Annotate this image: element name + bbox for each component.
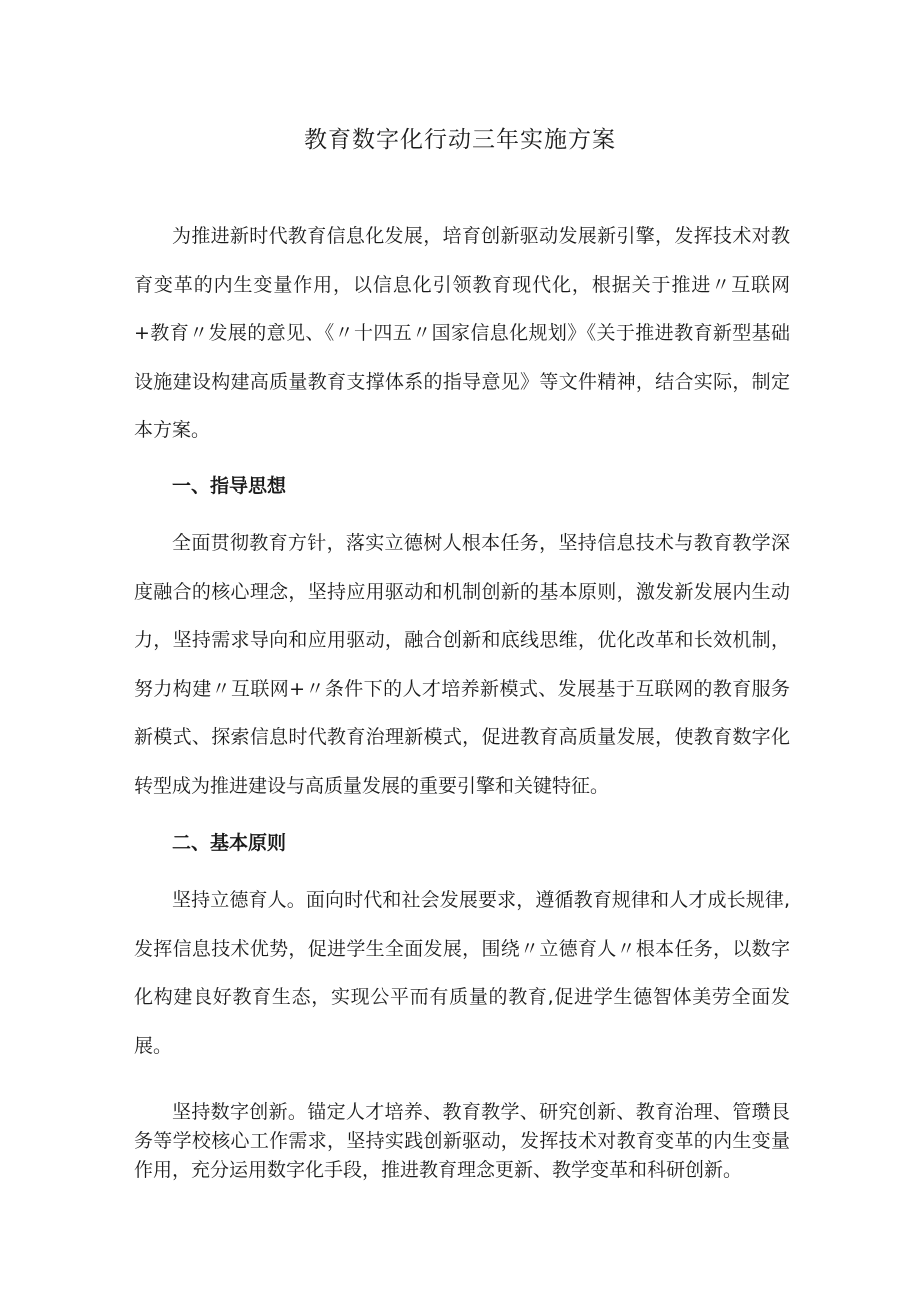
guiding-ideology-paragraph: 全面贯彻教育方针，落实立德树人根本任务，坚持信息技术与教育教学深度融合的核心理念，坚持应用驱动和机制创新的基本原则，激发新发展内生动力，坚持需求导向和应用驱动，融合创新和底线思维，优化改革和长效机制，努力构建〃互联网+〃条件下的人才培养新模式、发展基于互联网的教育服务新模式、探索信息时代教育治理新模式，促进教育高质量发展，使教育数字化转型成为推进建设与高质量发展的重要引擎和关键特征。 <box>134 532 790 797</box>
section-heading-guiding-ideology: 一、指导思想 <box>172 475 287 497</box>
principle-digital-innovation-paragraph: 坚持数字创新。锚定人才培养、教育教学、研究创新、教育治理、管瓒艮务等学校核心工作需求，坚持实践创新驱动，发挥技术对教育变革的内生变量作用，充分运用数字化手段，推进教育理念更新、教学变革和科研创新。 <box>134 1101 790 1181</box>
section-heading-basic-principles: 二、基本原则 <box>172 832 287 854</box>
principle-moral-education-paragraph: 坚持立德育人。面向时代和社会发展要求，遵循教育规律和人才成长规律,发挥信息技术优势，促进学生全面发展，围绕〃立德育人〃根本任务，以数字化构建良好教育生态，实现公平而有质量的教育,促进学生德智体美劳全面发展。 <box>134 889 790 1057</box>
document-title: 教育数字化行动三年实施方案 <box>304 127 616 153</box>
intro-paragraph: 为推进新时代教育信息化发展，培育创新驱动发展新引擎，发挥技术对教育变革的内生变量作用，以信息化引领教育现代化，根据关于推进〃互联网+教育〃发展的意见、《〃十四五〃国家信息化规划》《关于推进教育新型基础设施建设构建高质量教育支撑体系的指导意见》等文件精神，结合实际，制定本方案。 <box>134 225 790 441</box>
